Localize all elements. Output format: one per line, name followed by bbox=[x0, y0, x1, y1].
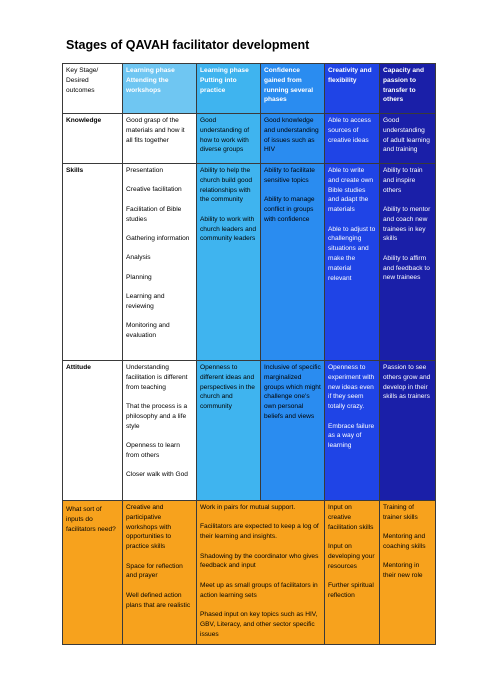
knowledge-cell bbox=[123, 114, 197, 164]
row-label-inputs: What sort of inputs do facilitators need? bbox=[63, 501, 123, 645]
cell-paragraph: Analysis bbox=[126, 254, 151, 262]
attitude-cell bbox=[123, 361, 197, 501]
cell-paragraph: Able to adjust to challenging situations and make the material relevant bbox=[328, 225, 376, 282]
header-key-stage: Key Stage/ Desired outcomes bbox=[63, 64, 123, 114]
cell-paragraph: Gathering information bbox=[126, 234, 190, 242]
knowledge-cell bbox=[325, 114, 380, 164]
cell-paragraph: Space for reflection and prayer bbox=[126, 562, 183, 580]
cell-paragraph: Input on developing your resources bbox=[328, 542, 375, 570]
row-label-skills: Skills bbox=[63, 164, 123, 361]
cell-paragraph: Shadowing by the coordinator who gives feedback and input bbox=[200, 552, 319, 570]
cell-paragraph: Inclusive of specific marginalized groups which might challenge one's own personal beliefs and views bbox=[264, 364, 321, 420]
cell-paragraph: Facilitators are expected to keep a log of their learning and insights. bbox=[200, 523, 319, 541]
cell-paragraph: Ability to affirm and feedback to new trainees bbox=[383, 254, 430, 282]
knowledge-cell bbox=[197, 114, 261, 164]
inputs-cell bbox=[325, 501, 380, 645]
cell-paragraph: Ability to work with church leaders and community leaders bbox=[200, 215, 257, 243]
cell-paragraph: Creative and participative workshops with opportunities to practice skills bbox=[126, 504, 172, 551]
cell-paragraph: Good understanding of how to work with diverse groups bbox=[200, 117, 250, 154]
cell-paragraph: Input on creative facilitation skills bbox=[328, 504, 374, 531]
inputs-cell-wide bbox=[197, 501, 325, 645]
attitude-cell bbox=[325, 361, 380, 501]
facilitator-development-table bbox=[62, 63, 436, 645]
attitude-cell bbox=[197, 361, 261, 501]
row-knowledge bbox=[63, 114, 436, 164]
cell-paragraph: Presentation bbox=[126, 167, 164, 174]
row-skills bbox=[63, 164, 436, 361]
cell-paragraph: Good knowledge and understanding of issues such as HIV bbox=[264, 117, 319, 154]
header-confidence: Confidence gained from running several phases bbox=[261, 64, 325, 114]
row-label-attitude: Attitude bbox=[63, 361, 123, 501]
cell-paragraph: Creative facilitation bbox=[126, 186, 182, 194]
cell-paragraph: Understanding facilitation is different from teaching bbox=[126, 364, 188, 391]
header-learning-attending: Learning phase Attending the workshops bbox=[123, 64, 197, 114]
header-row bbox=[63, 64, 436, 114]
skills-cell bbox=[123, 164, 197, 361]
cell-paragraph: Openness to experiment with new ideas even if they seem totally crazy. bbox=[328, 364, 375, 411]
cell-paragraph: Ability to train and inspire others bbox=[383, 167, 423, 194]
header-creativity: Creativity and flexibility bbox=[325, 64, 380, 114]
attitude-cell bbox=[380, 361, 436, 501]
cell-paragraph: Well defined action plans that are realistic bbox=[126, 591, 191, 609]
cell-paragraph: Phased input on key topics such as HIV, GBV, Literacy, and other sector specific issues bbox=[200, 610, 318, 638]
cell-paragraph: Ability to facilitate sensitive topics bbox=[264, 167, 315, 184]
attitude-cell bbox=[261, 361, 325, 501]
header-capacity: Capacity and passion to transfer to others bbox=[380, 64, 436, 114]
cell-paragraph: Planning bbox=[126, 273, 152, 281]
cell-paragraph: Ability to manage conflict in groups with confidence bbox=[264, 196, 315, 223]
cell-paragraph: Passion to see others grow and develop in their skills as trainers bbox=[383, 364, 431, 401]
cell-paragraph: Meet up as small groups of facilitators in action learning sets bbox=[200, 581, 318, 599]
header-learning-practice: Learning phase Putting into practice bbox=[197, 64, 261, 114]
inputs-cell bbox=[123, 501, 197, 645]
cell-paragraph: Ability to mentor and coach new trainees in key skills bbox=[383, 205, 431, 243]
cell-paragraph: Able to access sources of creative ideas bbox=[328, 117, 371, 144]
skills-cell bbox=[325, 164, 380, 361]
row-attitude bbox=[63, 361, 436, 501]
cell-paragraph: Further spiritual reflection bbox=[328, 581, 374, 599]
knowledge-cell bbox=[380, 114, 436, 164]
inputs-cell bbox=[380, 501, 436, 645]
knowledge-cell bbox=[261, 114, 325, 164]
cell-paragraph: Monitoring and evaluation bbox=[126, 322, 170, 340]
cell-paragraph: Closer walk with God bbox=[126, 471, 188, 479]
cell-paragraph: Facilitation of Bible studies bbox=[126, 205, 182, 223]
cell-paragraph: Ability to help the church build good relationships with the community bbox=[200, 167, 253, 204]
skills-cell bbox=[380, 164, 436, 361]
cell-paragraph: Embrace failure as a way of learning bbox=[328, 422, 375, 450]
cell-paragraph: Good understanding of adult learning and training bbox=[383, 117, 430, 154]
cell-paragraph: Learning and reviewing bbox=[126, 293, 165, 310]
cell-paragraph: That the process is a philosophy and a life style bbox=[126, 402, 188, 430]
row-label-knowledge: Knowledge bbox=[63, 114, 123, 164]
cell-paragraph: Training of trainer skills bbox=[383, 504, 418, 521]
cell-paragraph: Mentoring and coaching skills bbox=[383, 533, 426, 550]
cell-paragraph: Openness to learn from others bbox=[126, 441, 180, 459]
page-title: Stages of QAVAH facilitator development bbox=[66, 38, 310, 52]
cell-paragraph: Able to write and create own Bible studies and adapt the materials bbox=[328, 167, 374, 214]
row-inputs bbox=[63, 501, 436, 645]
skills-cell bbox=[197, 164, 261, 361]
cell-paragraph: Work in pairs for mutual support. bbox=[200, 504, 296, 511]
cell-paragraph: Openness to different ideas and perspectives in the church and community bbox=[200, 364, 255, 411]
cell-paragraph: Mentoring in their new role bbox=[383, 562, 423, 580]
cell-paragraph: Good grasp of the materials and how it all fits together bbox=[126, 117, 185, 144]
skills-cell bbox=[261, 164, 325, 361]
